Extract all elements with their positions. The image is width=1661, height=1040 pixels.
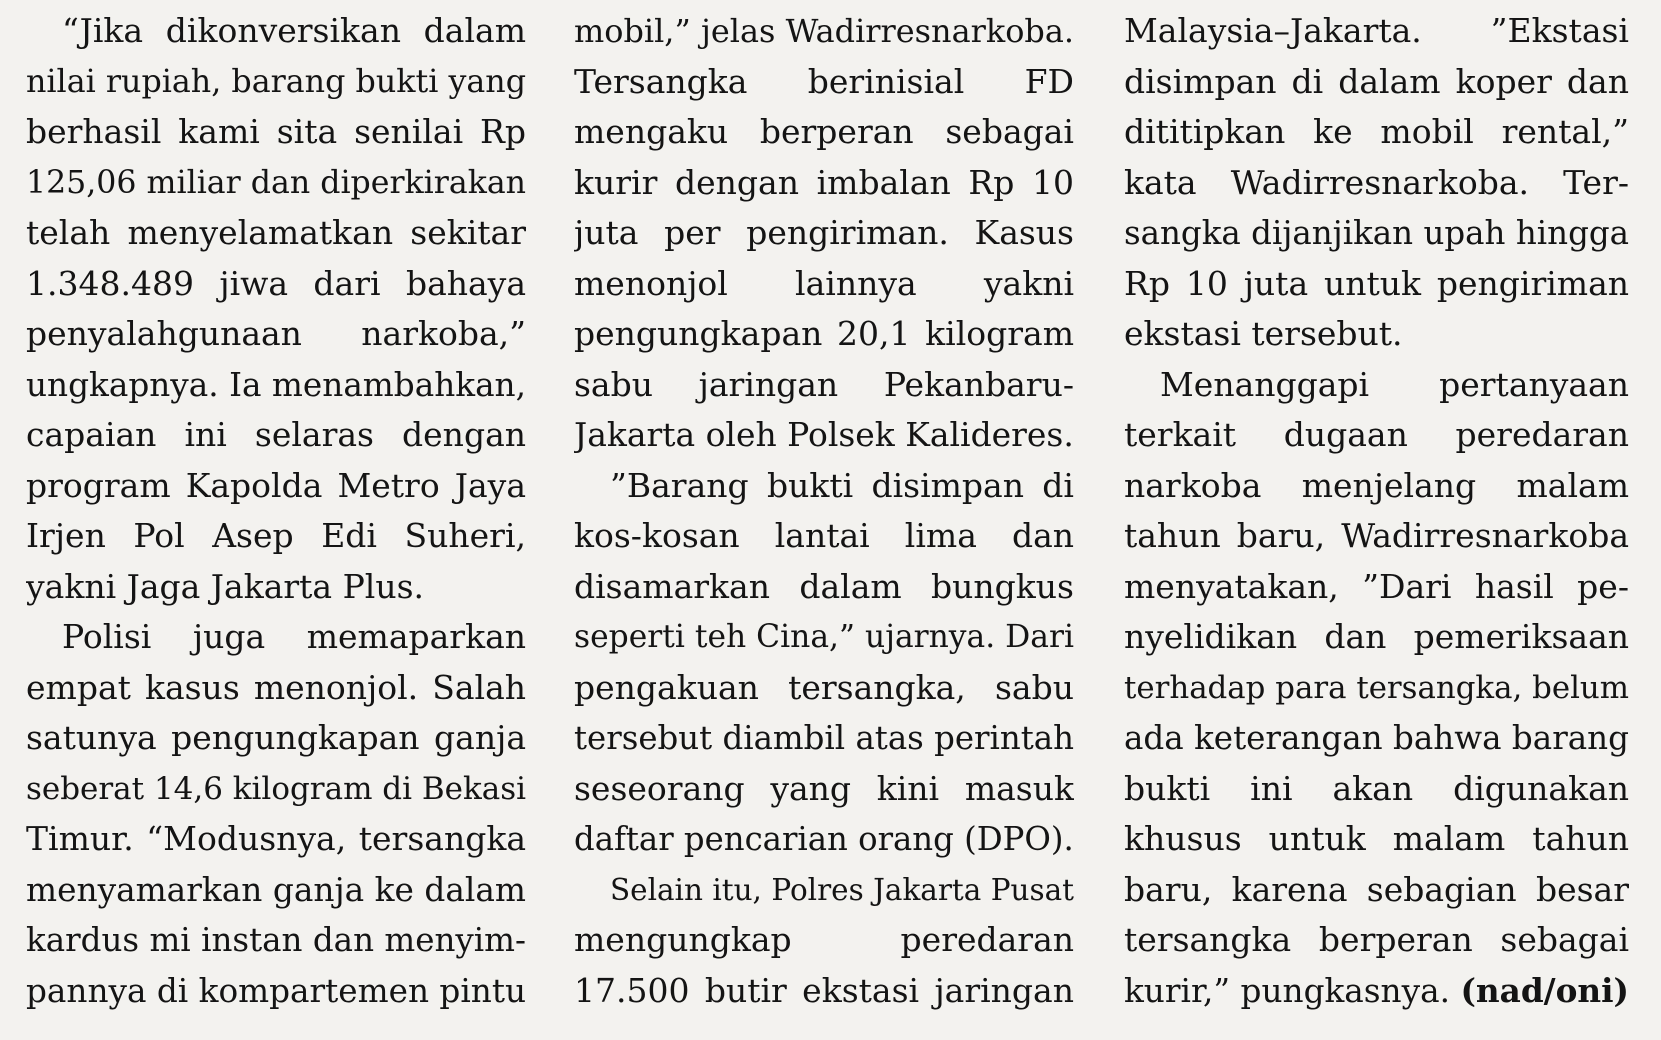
- text-line: bukti ini akan digunakan: [1124, 768, 1629, 808]
- text-line: baru, karena sebagian besar: [1124, 869, 1629, 909]
- text-line: terkait dugaan peredaran: [1124, 415, 1629, 454]
- text-line: pengungkapan 20,1 kilogram: [574, 314, 1074, 353]
- text-line: narkoba menjelang malam: [1124, 465, 1629, 505]
- text-line: yakni Jaga Jakarta Plus.: [26, 566, 425, 606]
- text-line: Jakarta oleh Polsek Kalideres.: [574, 415, 1074, 454]
- text-line: mengungkap peredaran: [574, 920, 1074, 959]
- text-line: khusus untuk malam tahun: [1124, 819, 1629, 858]
- text-line: disamarkan dalam bungkus: [574, 566, 1074, 606]
- text-line: 1.348.489 jiwa dari bahaya: [26, 263, 526, 303]
- text-line: “Jika dikonversikan dalam: [62, 11, 526, 50]
- text-line: kardus mi instan dan menyim-: [26, 921, 526, 959]
- text-line: seseorang yang kini masuk: [574, 768, 1074, 808]
- text-line: mengaku berperan sebagai: [574, 112, 1074, 151]
- article-column-3: [1124, 6, 1629, 1016]
- text-line: terhadap para tersangka, belum: [1124, 669, 1629, 706]
- text-line-final: [1124, 966, 1629, 1017]
- text-line: sangka dijanjikan upah hingga: [1124, 214, 1629, 252]
- text-line: Malaysia–Jakarta. ”Ekstasi: [1124, 11, 1629, 50]
- text-line: berhasil kami sita senilai Rp: [26, 112, 526, 151]
- text-line: sabu jaringan Pekanbaru-: [574, 364, 1074, 404]
- author-byline: (nad/oni): [1460, 970, 1629, 1010]
- text-line: ungkapnya. Ia menambahkan,: [26, 365, 526, 404]
- text-line: satunya pengungkapan ganja: [26, 718, 526, 757]
- text-line: ”Barang bukti disimpan di: [610, 465, 1074, 505]
- text-line: seperti teh Cina,” ujarnya. Dari: [574, 619, 1074, 655]
- text-line: kata Wadirresnarkoba. Ter-: [1124, 162, 1629, 202]
- text-line: dititipkan ke mobil rental,”: [1124, 112, 1629, 151]
- text-line: Selain itu, Polres Jakarta Pusat: [610, 872, 1074, 907]
- closing-text: kurir,” pungkasnya.: [1124, 971, 1450, 1010]
- text-line: menonjol lainnya yakni: [574, 263, 1074, 303]
- text-line: disimpan di dalam koper dan: [1124, 61, 1629, 101]
- article-column-1: [26, 6, 526, 1016]
- text-line: tersebut diambil atas perintah: [574, 719, 1074, 757]
- text-line: menyamarkan ganja ke dalam: [26, 870, 526, 909]
- text-line: ekstasi tersebut.: [1124, 314, 1403, 353]
- text-line: Polisi juga memaparkan: [62, 617, 526, 656]
- text-line: kos-kosan lantai lima dan: [574, 516, 1074, 555]
- text-line: empat kasus menonjol. Salah: [26, 667, 526, 707]
- text-line: penyalahgunaan narkoba,”: [26, 314, 526, 353]
- text-line: nilai rupiah, barang bukti yang: [26, 63, 526, 100]
- article-column-2: [574, 6, 1074, 1016]
- text-line: Tersangka berinisial FD: [574, 61, 1074, 101]
- text-line: nyelidikan dan pemeriksaan: [1124, 617, 1629, 656]
- text-line: pannya di kompartemen pintu: [26, 971, 526, 1010]
- text-line: Menanggapi pertanyaan: [1160, 364, 1629, 404]
- text-line: 125,06 miliar dan diperkirakan: [26, 164, 526, 201]
- text-line: Irjen Pol Asep Edi Suheri,: [26, 516, 526, 555]
- text-line: pengakuan tersangka, sabu: [574, 667, 1074, 707]
- text-line: program Kapolda Metro Jaya: [26, 465, 526, 505]
- text-line: seberat 14,6 kilogram di Bekasi: [26, 770, 526, 807]
- text-line: kurir dengan imbalan Rp 10: [574, 162, 1074, 202]
- text-line: tahun baru, Wadirresnarkoba: [1124, 516, 1629, 555]
- text-line: Timur. “Modusnya, tersangka: [26, 819, 526, 858]
- text-line: 17.500 butir ekstasi jaringan: [574, 970, 1074, 1010]
- text-line: menyatakan, ”Dari hasil pe-: [1124, 566, 1629, 606]
- text-line: telah menyelamatkan sekitar: [26, 213, 526, 252]
- text-line: daftar pencarian orang (DPO).: [574, 820, 1074, 858]
- text-line: tersangka berperan sebagai: [1124, 920, 1629, 959]
- text-line: juta per pengiriman. Kasus: [574, 213, 1074, 252]
- text-line: capaian ini selaras dengan: [26, 415, 526, 454]
- text-line: mobil,” jelas Wadirresnarkoba.: [574, 12, 1074, 50]
- text-line: Rp 10 juta untuk pengiriman: [1124, 263, 1629, 303]
- text-line: ada keterangan bahwa barang: [1124, 719, 1629, 757]
